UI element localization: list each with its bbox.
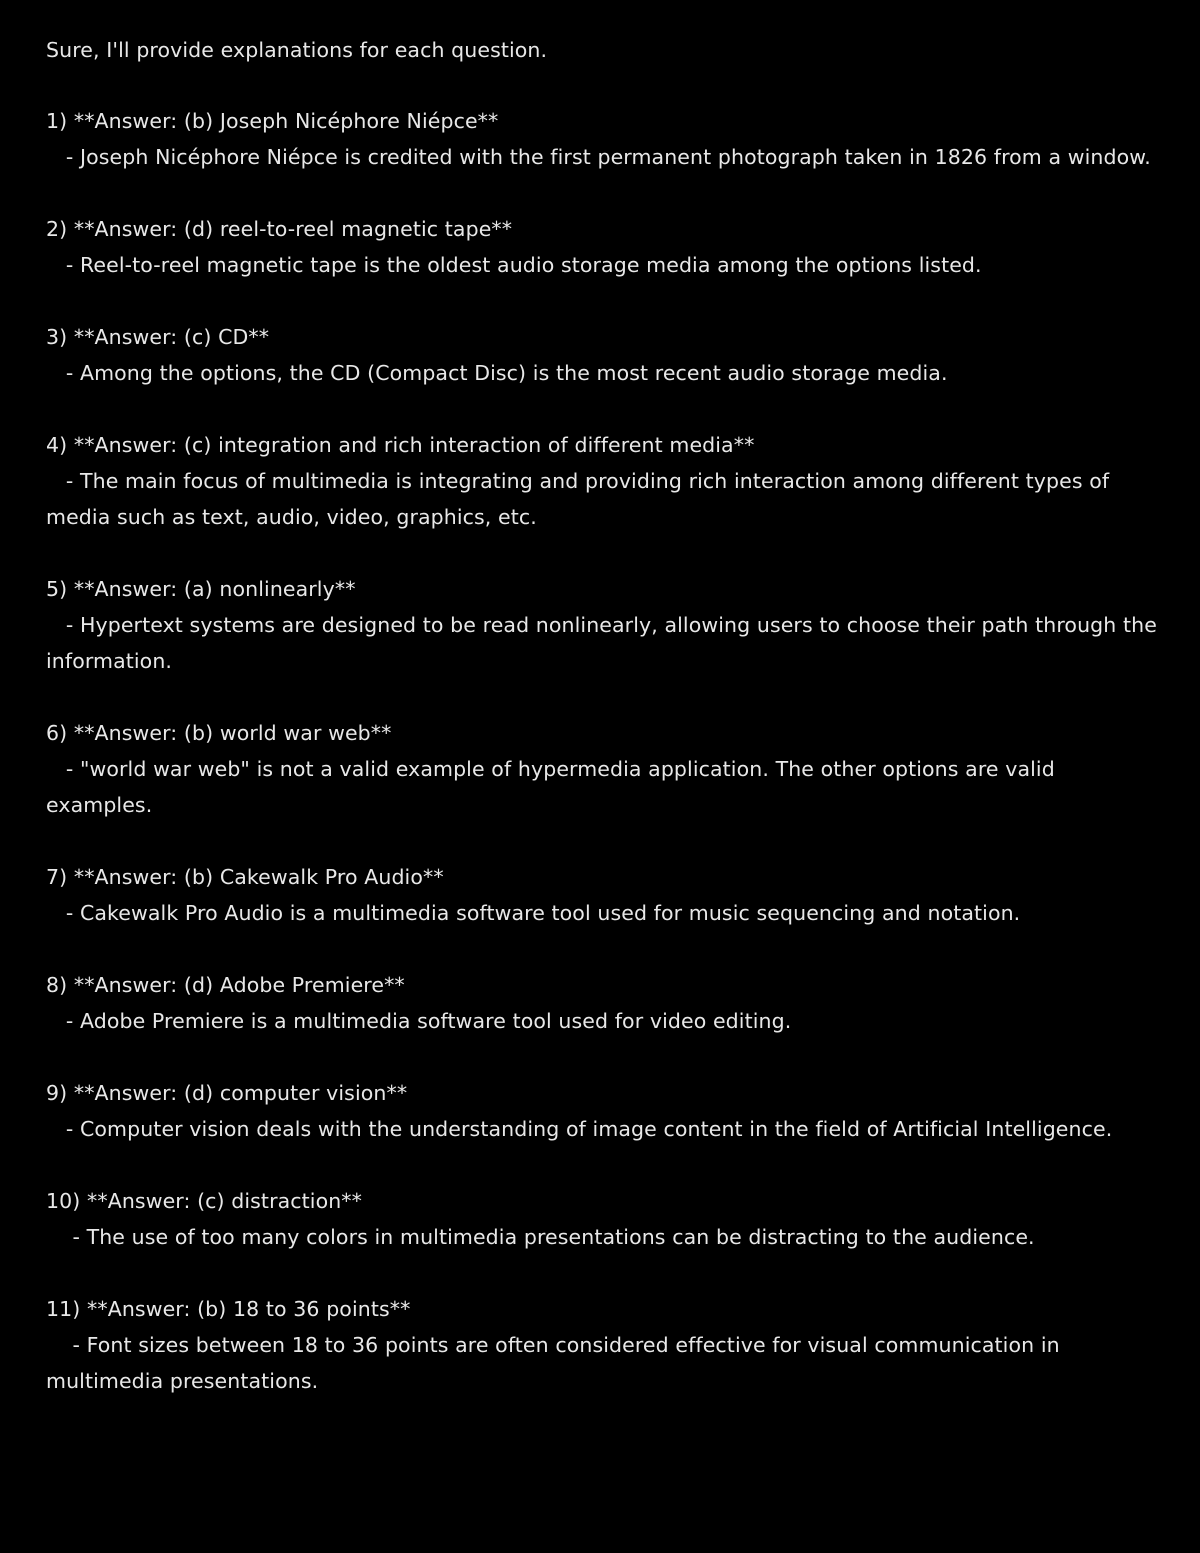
answer-line: 1) **Answer: (b) Joseph Nicéphore Niépce** bbox=[46, 109, 499, 133]
qa-item bbox=[46, 967, 1166, 1039]
explanation-line: - Hypertext systems are designed to be read nonlinearly, allowing users to choose their path through the information. bbox=[46, 613, 1164, 673]
answer-line: 11) **Answer: (b) 18 to 36 points** bbox=[46, 1297, 411, 1321]
answer-line: 5) **Answer: (a) nonlinearly** bbox=[46, 577, 356, 601]
intro-text: Sure, I'll provide explanations for each question. bbox=[46, 38, 548, 62]
answer-line: 7) **Answer: (b) Cakewalk Pro Audio** bbox=[46, 865, 444, 889]
explanation-line: - Joseph Nicéphore Niépce is credited with the first permanent photograph taken in 1826 from a window. bbox=[46, 145, 1151, 169]
answer-line: 10) **Answer: (c) distraction** bbox=[46, 1189, 363, 1213]
qa-item bbox=[46, 571, 1166, 679]
answer-line: 3) **Answer: (c) CD** bbox=[46, 325, 270, 349]
qa-item bbox=[46, 1183, 1166, 1255]
qa-item bbox=[46, 211, 1166, 283]
qa-item bbox=[46, 859, 1166, 931]
qa-item bbox=[46, 103, 1166, 175]
explanation-line: - The use of too many colors in multimedia presentations can be distracting to the audience. bbox=[46, 1225, 1035, 1249]
qa-item bbox=[46, 319, 1166, 391]
qa-item bbox=[46, 715, 1166, 823]
answer-line: 9) **Answer: (d) computer vision** bbox=[46, 1081, 408, 1105]
explanation-line: - Reel-to-reel magnetic tape is the oldest audio storage media among the options listed. bbox=[46, 253, 982, 277]
explanation-line: - Computer vision deals with the understanding of image content in the field of Artificial Intelligence. bbox=[46, 1117, 1113, 1141]
explanation-line: - Font sizes between 18 to 36 points are often considered effective for visual communication in multimedia presentations. bbox=[46, 1333, 1067, 1393]
answer-line: 6) **Answer: (b) world war web** bbox=[46, 721, 392, 745]
answer-line: 2) **Answer: (d) reel-to-reel magnetic tape** bbox=[46, 217, 513, 241]
explanation-line: - "world war web" is not a valid example of hypermedia application. The other options are valid examples. bbox=[46, 757, 1062, 817]
answer-line: 8) **Answer: (d) Adobe Premiere** bbox=[46, 973, 405, 997]
answer-line: 4) **Answer: (c) integration and rich interaction of different media** bbox=[46, 433, 755, 457]
document-body bbox=[46, 32, 1166, 1435]
explanation-line: - Adobe Premiere is a multimedia software tool used for video editing. bbox=[46, 1009, 792, 1033]
explanation-line: - The main focus of multimedia is integrating and providing rich interaction among different types of media such as text, audio, video, graphics, etc. bbox=[46, 469, 1116, 529]
qa-item bbox=[46, 1075, 1166, 1147]
qa-item bbox=[46, 1291, 1166, 1399]
explanation-line: - Among the options, the CD (Compact Disc) is the most recent audio storage media. bbox=[46, 361, 948, 385]
explanation-line: - Cakewalk Pro Audio is a multimedia software tool used for music sequencing and notation. bbox=[46, 901, 1021, 925]
qa-item bbox=[46, 427, 1166, 535]
